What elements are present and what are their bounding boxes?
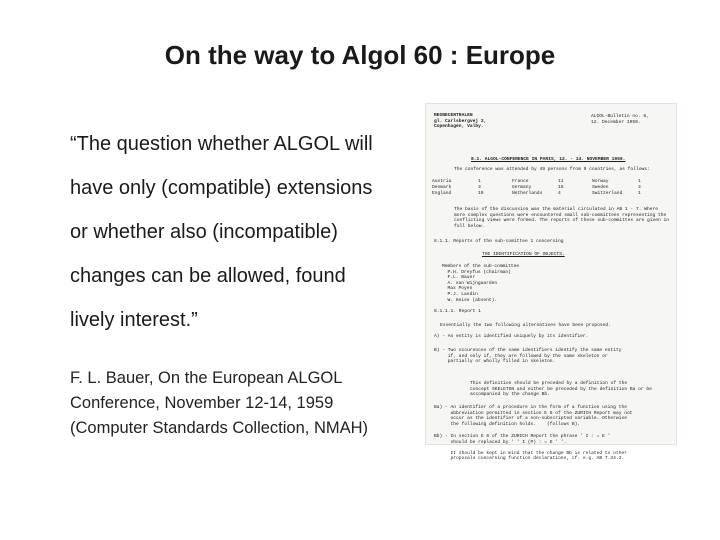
attendance-text: The conference was attended by 49 persons from 9 countries, as follows: [454,167,650,172]
citation-line: F. L. Bauer, On the European ALGOL [70,369,343,387]
quote-line: or whether also (incompatible) [70,221,338,243]
country-count: 10 [478,191,484,196]
country-count: 1 [638,179,641,184]
country-name: Sweden [592,185,609,190]
report-heading: 8.1.1.1. Report 1 [434,309,481,314]
country-count: 1 [478,179,481,184]
alternative-bb: Bb) - In section E 6 of the ZURICH Report the phrase ' I : = E ' should be replaced by ' ' I (P) : = E ' '. It should be kept in mind that the change Bb is related to other proposals concerning function declarations, cf. e.g. AB 7.34.2. [434,434,627,462]
quote-line: have only (compatible) extensions [70,177,373,199]
slide-title: On the way to Algol 60 : Europe [164,40,556,70]
country-name: Denmark [432,185,452,190]
country-name: Netherlands [512,191,543,196]
alternative-a: A) - An entity is identified uniquely by its identifier. [434,334,589,339]
country-count: 3 [638,185,641,190]
country-name: Norway [592,179,609,184]
alternative-b: B) - Two occurences of the same identifiers identify the same entity if, and only if, they are followed by the same skeleton or partially or wholly filled in skeleton. [434,348,622,365]
basis-paragraph: The basis of the discussion was the material circulated in AB 1 - 7. Where more complex questions were encountered small sub-committees representing the conflicting views were formed. The reports of these sub-committes are given in full below. [454,207,670,229]
sub-report-heading: 8.1.1. Reports of the sub-comittee 1 concerning [434,239,564,244]
country-name: Germany [512,185,532,190]
country-count: 1 [638,191,641,196]
country-count: 15 [558,185,564,190]
citation-line: (Computer Standards Collection, NMAH) [70,419,369,437]
scanned-document [425,103,677,462]
country-name: England [432,191,452,196]
members-list: Members of the sub-committee P.H. Dreyfus (chairman) F.L. Bauer A. van Wijngaarden Max Poyen P.J. Landin W. Heise (absent). [442,264,520,303]
country-name: Austria [432,179,452,184]
country-count: 3 [478,185,481,190]
alternatives-intro: Essentially the two following alternatives have been proposed. [440,323,611,328]
quote-line: lively interest.” [70,309,198,331]
section-heading: 8.1. ALGOL-CONFERENCE IN PARIS, 12. - 14. NOVEMBER 1959. [471,157,626,162]
citation-line: Conference, November 12-14, 1959 [70,394,334,412]
country-name: France [512,179,529,184]
definition-note: This definition should be preceded by a definition of the concept SKELETON and either be preceded by the definition Ba or be accompanied by the change Bb. [470,381,652,398]
alternative-ba: Ba) - An identifier of a procedure in the form of a function using the abbreviation permitted in section E 6 of the ZURICH Report may not occur as the identifier of a non-subscripted variable. Otherwise the following definition holds. (follows B). [434,405,633,427]
identification-heading: THE IDENTIFICATION OF OBJECTS. [482,252,565,257]
quote-block [70,122,415,342]
country-table [432,179,672,197]
country-row [432,191,672,197]
country-name: Switzerland [592,191,623,196]
document-header-left: REGNECENTRALEN gl. Carlsbergvej 2, Copenhagen, Valby. [434,113,487,130]
quote-line: “The question whether ALGOL will [70,133,373,155]
country-count: 4 [558,191,561,196]
country-count: 11 [558,179,564,184]
document-header-right: ALGOL-Bulletin no. 8, 12. December 1959. [591,114,649,125]
citation [70,366,415,441]
quote-line: changes can be allowed, found [70,265,346,287]
